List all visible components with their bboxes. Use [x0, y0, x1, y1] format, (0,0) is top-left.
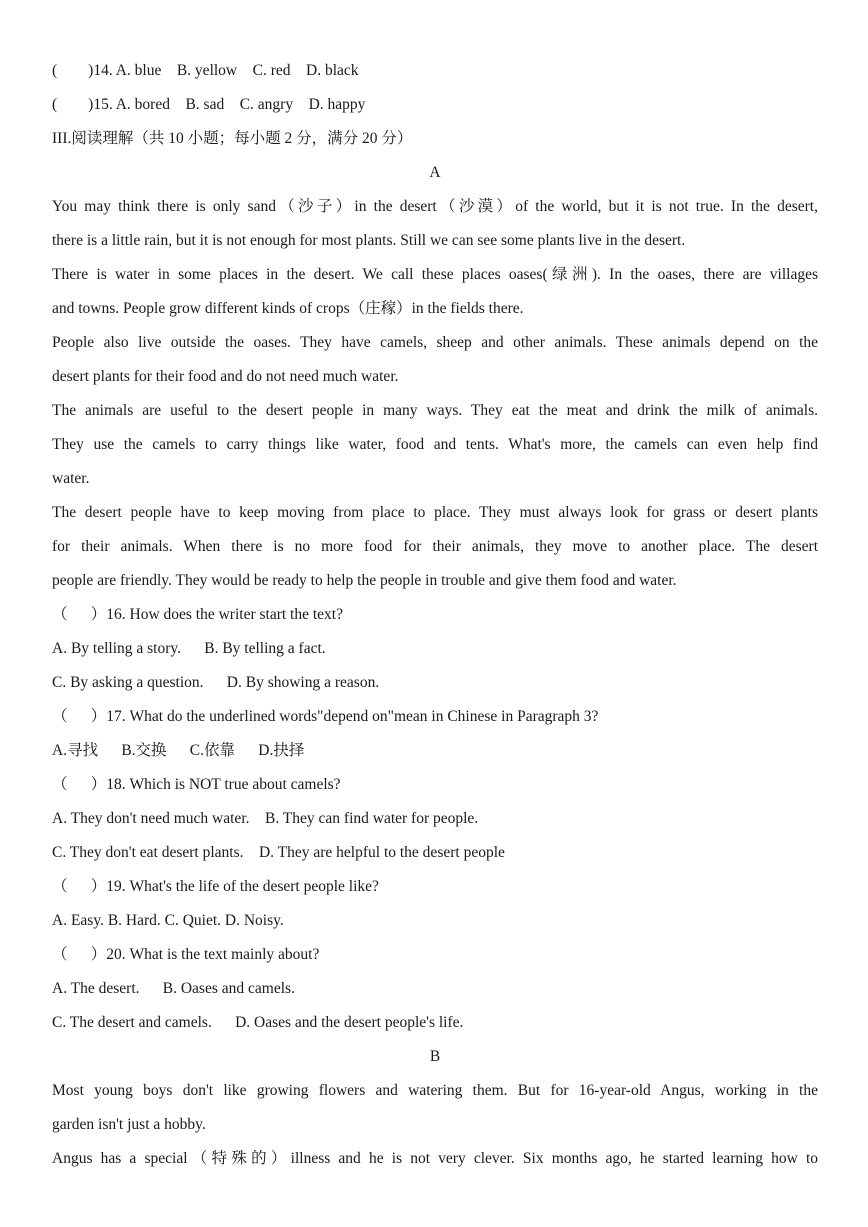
passage-b-line: Most young boys don't like growing flowers and watering them. But for 16-year-old Angus, working in the — [52, 1082, 818, 1099]
question-19-options: A. Easy. B. Hard. C. Quiet. D. Noisy. — [52, 912, 284, 929]
passage-a-line: People also live outside the oases. They have camels, sheep and other animals. These animals depend on the — [52, 334, 818, 351]
passage-a-line: for their animals. When there is no more food for their animals, they move to another place. The desert — [52, 538, 818, 555]
question-18-options-cd: C. They don't eat desert plants. D. They are helpful to the desert people — [52, 844, 505, 861]
passage-a-title: A — [429, 164, 441, 181]
passage-a-line: The desert people have to keep moving from place to place. They must always look for grass or desert plants — [52, 504, 818, 521]
passage-a-line: there is a little rain, but it is not enough for most plants. Still we can see some plants live in the desert. — [52, 232, 686, 249]
passage-a-line: They use the camels to carry things like water, food and tents. What's more, the camels can even help find — [52, 436, 818, 453]
passage-a-line: There is water in some places in the desert. We call these places oases(绿洲). In the oases, there are villages — [52, 266, 818, 283]
question-20-options-cd: C. The desert and camels. D. Oases and the desert people's life. — [52, 1014, 464, 1031]
question-18-options-ab: A. They don't need much water. B. They can find water for people. — [52, 810, 479, 827]
question-19: （ ）19. What's the life of the desert people like? — [52, 878, 379, 895]
passage-a-line: desert plants for their food and do not need much water. — [52, 368, 399, 385]
passage-a-line: and towns. People grow different kinds of crops（庄稼）in the fields there. — [52, 300, 524, 317]
question-15: ( )15. A. bored B. sad C. angry D. happy — [52, 96, 366, 113]
exam-page — [52, 54, 818, 1176]
passage-b-title: B — [429, 1048, 441, 1065]
question-20: （ ）20. What is the text mainly about? — [52, 946, 320, 963]
question-16: （ ）16. How does the writer start the text? — [52, 606, 343, 623]
question-16-options-ab: A. By telling a story. B. By telling a fact. — [52, 640, 326, 657]
passage-a-line: water. — [52, 470, 90, 487]
passage-a-line: The animals are useful to the desert people in many ways. They eat the meat and drink the milk of animals. — [52, 402, 818, 419]
passage-a-line: You may think there is only sand（沙子）in the desert（沙漠）of the world, but it is not true. In the desert, — [52, 198, 818, 215]
question-16-options-cd: C. By asking a question. D. By showing a reason. — [52, 674, 380, 691]
passage-a-line: people are friendly. They would be ready to help the people in trouble and give them food and water. — [52, 572, 677, 589]
question-20-options-ab: A. The desert. B. Oases and camels. — [52, 980, 295, 997]
section-heading-reading: III.阅读理解（共 10 小题；每小题 2 分，满分 20 分） — [52, 130, 413, 147]
question-18: （ ）18. Which is NOT true about camels? — [52, 776, 341, 793]
passage-b-line: garden isn't just a hobby. — [52, 1116, 206, 1133]
question-17-options: A.寻找 B.交换 C.依靠 D.抉择 — [52, 742, 305, 759]
question-14: ( )14. A. blue B. yellow C. red D. black — [52, 62, 359, 79]
passage-b-line: Angus has a special（特殊的）illness and he is not very clever. Six months ago, he started learning how to — [52, 1150, 818, 1167]
question-17: （ ）17. What do the underlined words"depend on"mean in Chinese in Paragraph 3? — [52, 708, 599, 725]
